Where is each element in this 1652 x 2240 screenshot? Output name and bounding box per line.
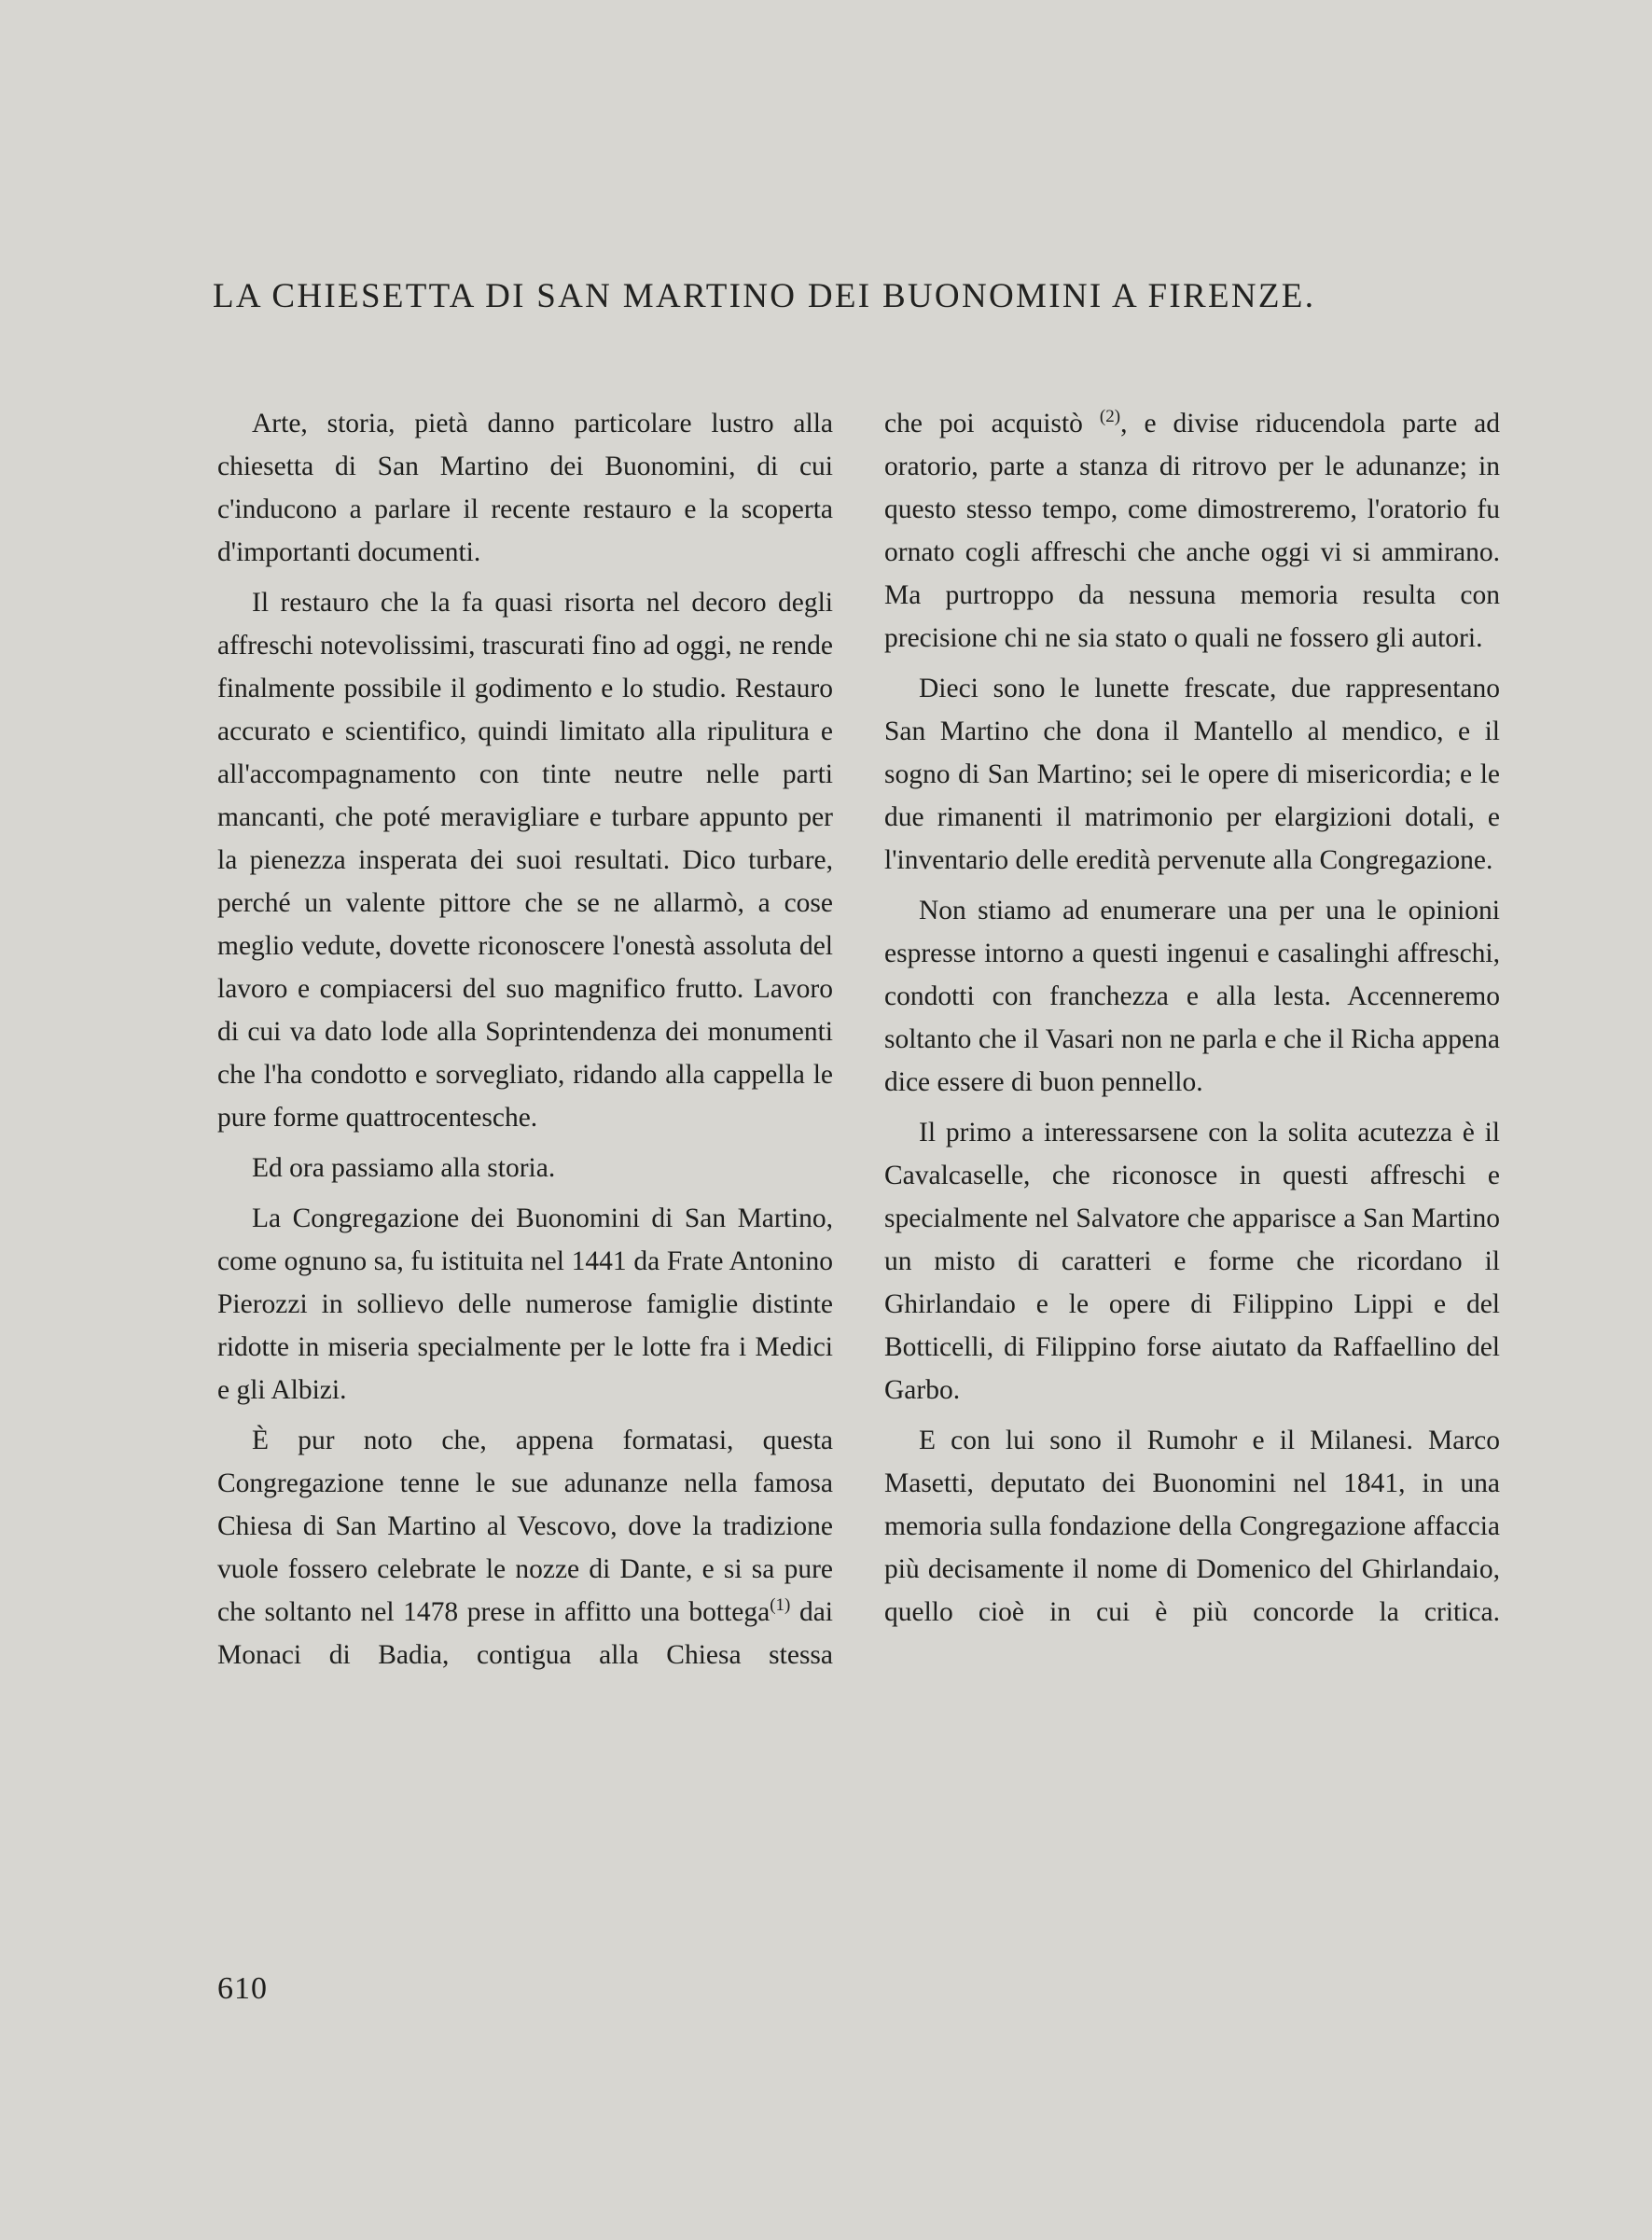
paragraph: Dieci sono le lunette frescate, due rappresentano San Martino che dona il Mantello al mendico, e il sogno di San Martino; sei le opere di misericordia; e le due rimanenti il matrimonio per elargizioni dotali, e l'inventario delle eredità pervenute alla Congregazione.: [884, 674, 1500, 875]
page-number: 610: [217, 1971, 268, 2006]
paragraph: Il primo a interessarsene con la solita acutezza è il Cavalcaselle, che riconosce in questi affreschi e specialmente nel Salvatore che apparisce a San Martino un misto di caratteri e forme che ricordano il Ghirlandaio e le opere di Filippino Lippi e del Botticelli, di Filippino forse aiutato da Raffaellino del Garbo.: [884, 1118, 1500, 1405]
paragraph: [217, 1419, 833, 1677]
paragraph: E con lui sono il Rumohr e il Milanesi. Marco Masetti, deputato dei Buonomini nel 1841, in una memoria sulla fondazione della Congregazione affaccia più decisamente il nome di Domenico del Ghirlandaio, quello cioè in cui è più concorde la critica.: [884, 1426, 1500, 1627]
paragraph: La Congregazione dei Buonomini di San Martino, come ognuno sa, fu istituita nel 1441 da Frate Antonino Pierozzi in sollievo delle numerose famiglie distinte ridotte in miseria specialmente per le lotte fra i Medici e gli Albizi.: [217, 1203, 833, 1405]
paragraph-text: che poi acquistò: [884, 409, 1083, 438]
left-column: [217, 402, 833, 1684]
paragraph: Ed ora passiamo alla storia.: [252, 1153, 556, 1183]
paragraph-text: dai Monaci di Badia, contigua alla Chiesa stessa: [217, 1597, 833, 1670]
footnote-ref: (1): [770, 1595, 791, 1615]
paragraph: Non stiamo ad enumerare una per una le opinioni espresse intorno a questi ingenui e casalinghi affreschi, condotti con franchezza e alla lesta. Accenneremo soltanto che il Vasari non ne parla e che il Richa appena dice essere di buon pennello.: [884, 896, 1500, 1097]
footnote-ref: (2): [1099, 407, 1121, 426]
paragraph-text: , e divise riducendola parte ad oratorio, parte a stanza di ritrovo per le adunanze; in questo stesso tempo, come dimostreremo, l'oratorio fu ornato cogli affreschi che anche oggi vi si ammirano. Ma purtroppo da nessuna memoria resulta con precisione chi ne sia stato o quali ne fossero gli autori.: [884, 409, 1501, 653]
paragraph: Arte, storia, pietà danno particolare lustro alla chiesetta di San Martino dei Buonomini, di cui c'inducono a parlare il recente restauro e la scoperta d'importanti documenti.: [217, 409, 833, 567]
paragraph-text: È pur noto che, appena formatasi, questa Congregazione tenne le sue adunanze nella famosa Chiesa di San Martino al Vescovo, dove la tradizione vuole fossero celebrate le nozze di Dante, e si sa pure che soltanto nel 1478 prese in affitto una bottega: [217, 1426, 833, 1627]
page-title: LA CHIESETTA DI SAN MARTINO DEI BUONOMINI A FIRENZE.: [213, 277, 1316, 315]
paragraph: Il restauro che la fa quasi risorta nel decoro degli affreschi notevolissimi, trascurati fino ad oggi, ne rende finalmente possibile il godimento e lo studio. Restauro accurato e scientifico, quindi limitato alla ripulitura e all'accompagnamento con tinte neutre nelle parti mancanti, che poté meravigliare e turbare appunto per la pienezza insperata dei suoi resultati. Dico turbare, perché un valente pittore che se ne allarmò, a cose meglio vedute, dovette riconoscere l'onestà assoluta del lavoro e compiacersi del suo magnifico frutto. Lavoro di cui va dato lode alla Soprintendenza dei monumenti che l'ha condotto e sorvegliato, ridando alla cappella le pure forme quattrocentesche.: [217, 588, 833, 1133]
paragraph: [884, 402, 1500, 660]
right-column: [884, 402, 1500, 1641]
